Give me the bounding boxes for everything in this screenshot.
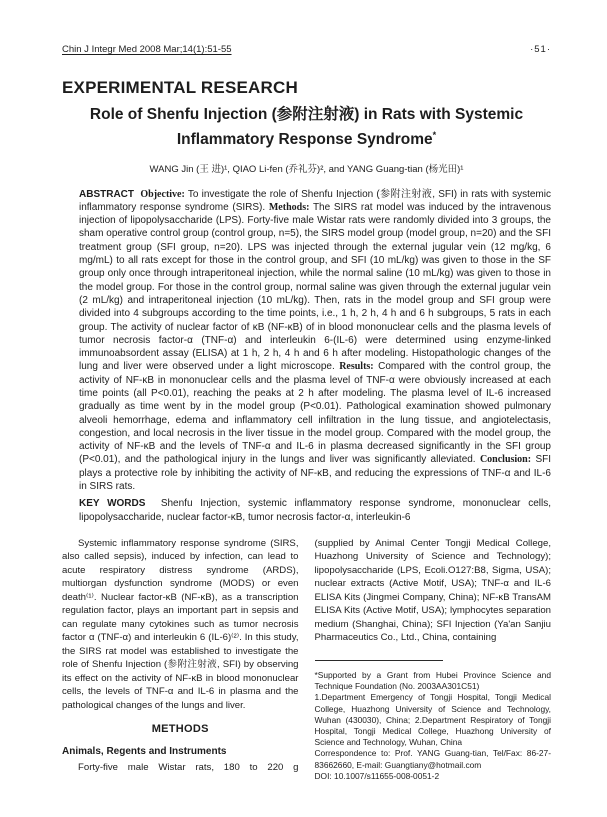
keywords-label: KEY WORDS bbox=[79, 498, 146, 510]
animals-paragraph-start: Forty-five male Wistar rats, 180 to 220 g bbox=[78, 762, 299, 774]
objective-text: To investigate the role of Shenfu Injection (参附注射液, SFI) in rats with systemic inflammatory response syndrome (SIRS). bbox=[79, 188, 551, 213]
results-text: Compared with the control group, the activity of NF-κB in mononuclear cells and the plasma level of TNF-α were obviously increased at each time points (all P<0.01), reaching the peaks at 2 h after modeling. The plasma level of IL-6 increased gradually as time went by in the model group (P<0.01). Pathological examination showed pulmonary alveoli hemorrhage, edema and inflammatory cell infiltration in the lung tissue, and angiotelectasis, congestion, and local necrosis in the liver tissue in the model group. Compared with the model group, the activity of NF-κB and the levels of TNF-α and IL-6 in plasma decreased significantly in the SFI group (P<0.01), and the pathological injury in the lungs and liver was significantly alleviated. bbox=[79, 361, 551, 466]
right-column bbox=[315, 537, 552, 782]
title-footnote-asterisk: * bbox=[432, 130, 437, 140]
two-column-body bbox=[62, 537, 551, 782]
article-title bbox=[62, 104, 551, 150]
footnotes-block bbox=[315, 670, 552, 782]
footnote-support: *Supported by a Grant from Hubei Province Science and Technique Foundation (No. 2003AA301C51) bbox=[314, 669, 551, 692]
author-line: WANG Jin (王 进)¹, QIAO Li-fen (乔礼芬)², and YANG Guang-tian (杨光田)¹ bbox=[149, 163, 464, 175]
keywords-text: Shenfu Injection, systemic inflammatory response syndrome, mononuclear cells, lipopolysaccharide, nuclear factor-κB, tumor necrosis factor-α, interleukin-6 bbox=[79, 498, 551, 523]
abstract-label: ABSTRACT bbox=[79, 188, 134, 200]
section-label: EXPERIMENTAL RESEARCH bbox=[62, 78, 298, 97]
animals-subheading: Animals, Regents and Instruments bbox=[62, 745, 227, 757]
page-header bbox=[62, 44, 551, 55]
intro-paragraph: Systemic inflammatory response syndrome (SIRS, also called sepsis), induced by infection, can lead to acute respiratory distress syndrome (ARDS), multiorgan dysfunction syndrome (MODS) or even death⁽¹⁾. Nuclear factor-κB (NF-κB), as a transcription regulation factor, plays an important part in sepsis and can regulate many cytokines such as tumor necrosis factor α (TNF-α) and interleukin 6 (IL-6)⁽²⁾. In this study, the SIRS rat model was established to investigate the role of Shenfu Injection (参附注射液, SFI) by observing its effect on the activity of NF-κB in blood mononuclear cells, the levels of TNF-α and IL-6 in plasma and the pathological changes of the lungs and liver. bbox=[62, 537, 299, 711]
methods-section-heading: METHODS bbox=[151, 723, 209, 736]
methods-text: The SIRS rat model was induced by the intravenous injection of lipopolysaccharide (LPS). Forty-five male Wistar rats were randomly divided into 3 groups, the sham operative control group (control group, n=5), the SIRS model group (model group, n=20) and the SFI treatment group (SFI group, n=20). LPS was injected through the external jugular vein (12 mg/kg, 6 mg/mL) to all rats except for those in the control group, and SFI (10 mL/kg) was given to those in the SF group only once through intraperitoneal injection, while the normal saline (10 mL/kg) was given to those in the model group. For those in the control group, normal saline was given through the external jugular vein (2 mL/kg) and intraperitoneal injection (10 mL/kg). Then, rats in the model group and SFI group were divided into 4 subgroups according to the time points, i.e., 1 h, 2 h, 4 h and 6 h subgroups, 5 rats in each group. The activity of nuclear factor of κB (NF-κB) of in blood mononuclear cells and the plasma levels of tumor necrosis factor-α (TNF-α) and interleukin 6-(IL-6) were determined using enzyme-linked immunoabsordent assay (ELISA) at 1 h, 2 h, 4 h and 6 h after modeling. Histopathologic changes of the lung and liver were observed under a light microscope. bbox=[79, 201, 551, 373]
conclusion-label: Conclusion: bbox=[479, 454, 532, 466]
abstract-paragraph bbox=[79, 188, 551, 494]
methods-label: Methods: bbox=[268, 201, 310, 213]
footnote-affiliations: 1.Department Emergency of Tongji Hospital, Tongji Medical College, Huazhong University of Science and Technology, Wuhan (430030), China; 2.Department Respiratory of Tongji Hospital, Tongji Medical College, Huazhong University of Science and Technology, Wuhan, China bbox=[314, 692, 551, 748]
article-title-line1: Role of Shenfu Injection (参附注射液) in Rats with Systemic bbox=[89, 106, 524, 123]
results-label: Results: bbox=[339, 361, 374, 373]
conclusion-text: SFI plays a protective role by inhibiting the activity of NF-κB, and reducing the expressions of TNF-α and IL-6 in SIRS rats. bbox=[79, 454, 551, 493]
objective-label: Objective: bbox=[140, 188, 185, 200]
article-title-line2: Inflammatory Response Syndrome bbox=[176, 131, 433, 149]
journal-reference: Chin J Integr Med 2008 Mar;14(1):51-55 bbox=[62, 44, 232, 55]
footnote-doi: DOI: 10.1007/s11655-008-0051-2 bbox=[314, 770, 440, 781]
materials-paragraph: (supplied by Animal Center Tongji Medical College, Huazhong University of Science and Technology); lipopolysaccharide (LPS, Ecoli.O127:B8, Sigma, USA); nuclear extracts (Active Motif, USA); TNF-α and IL-6 ELISA Kits (Jingmei Company, China); NF-κB TransAM ELISA Kits (Active Motif, USA); lymphocytes separation medium (Shanghai, China); SFI Injection (Ya'an Sanjiu Pharmaceutics Co., Ltd., China, containing bbox=[314, 537, 551, 644]
left-column bbox=[62, 537, 299, 782]
footnote-divider bbox=[315, 660, 443, 661]
page-number: ·51· bbox=[530, 44, 551, 55]
keywords-paragraph bbox=[79, 497, 551, 524]
footnote-correspondence: Correspondence to: Prof. YANG Guang-tian, Tel/Fax: 86-27-83662660, E-mail: Guangtiany@hotmail.com bbox=[314, 748, 551, 770]
